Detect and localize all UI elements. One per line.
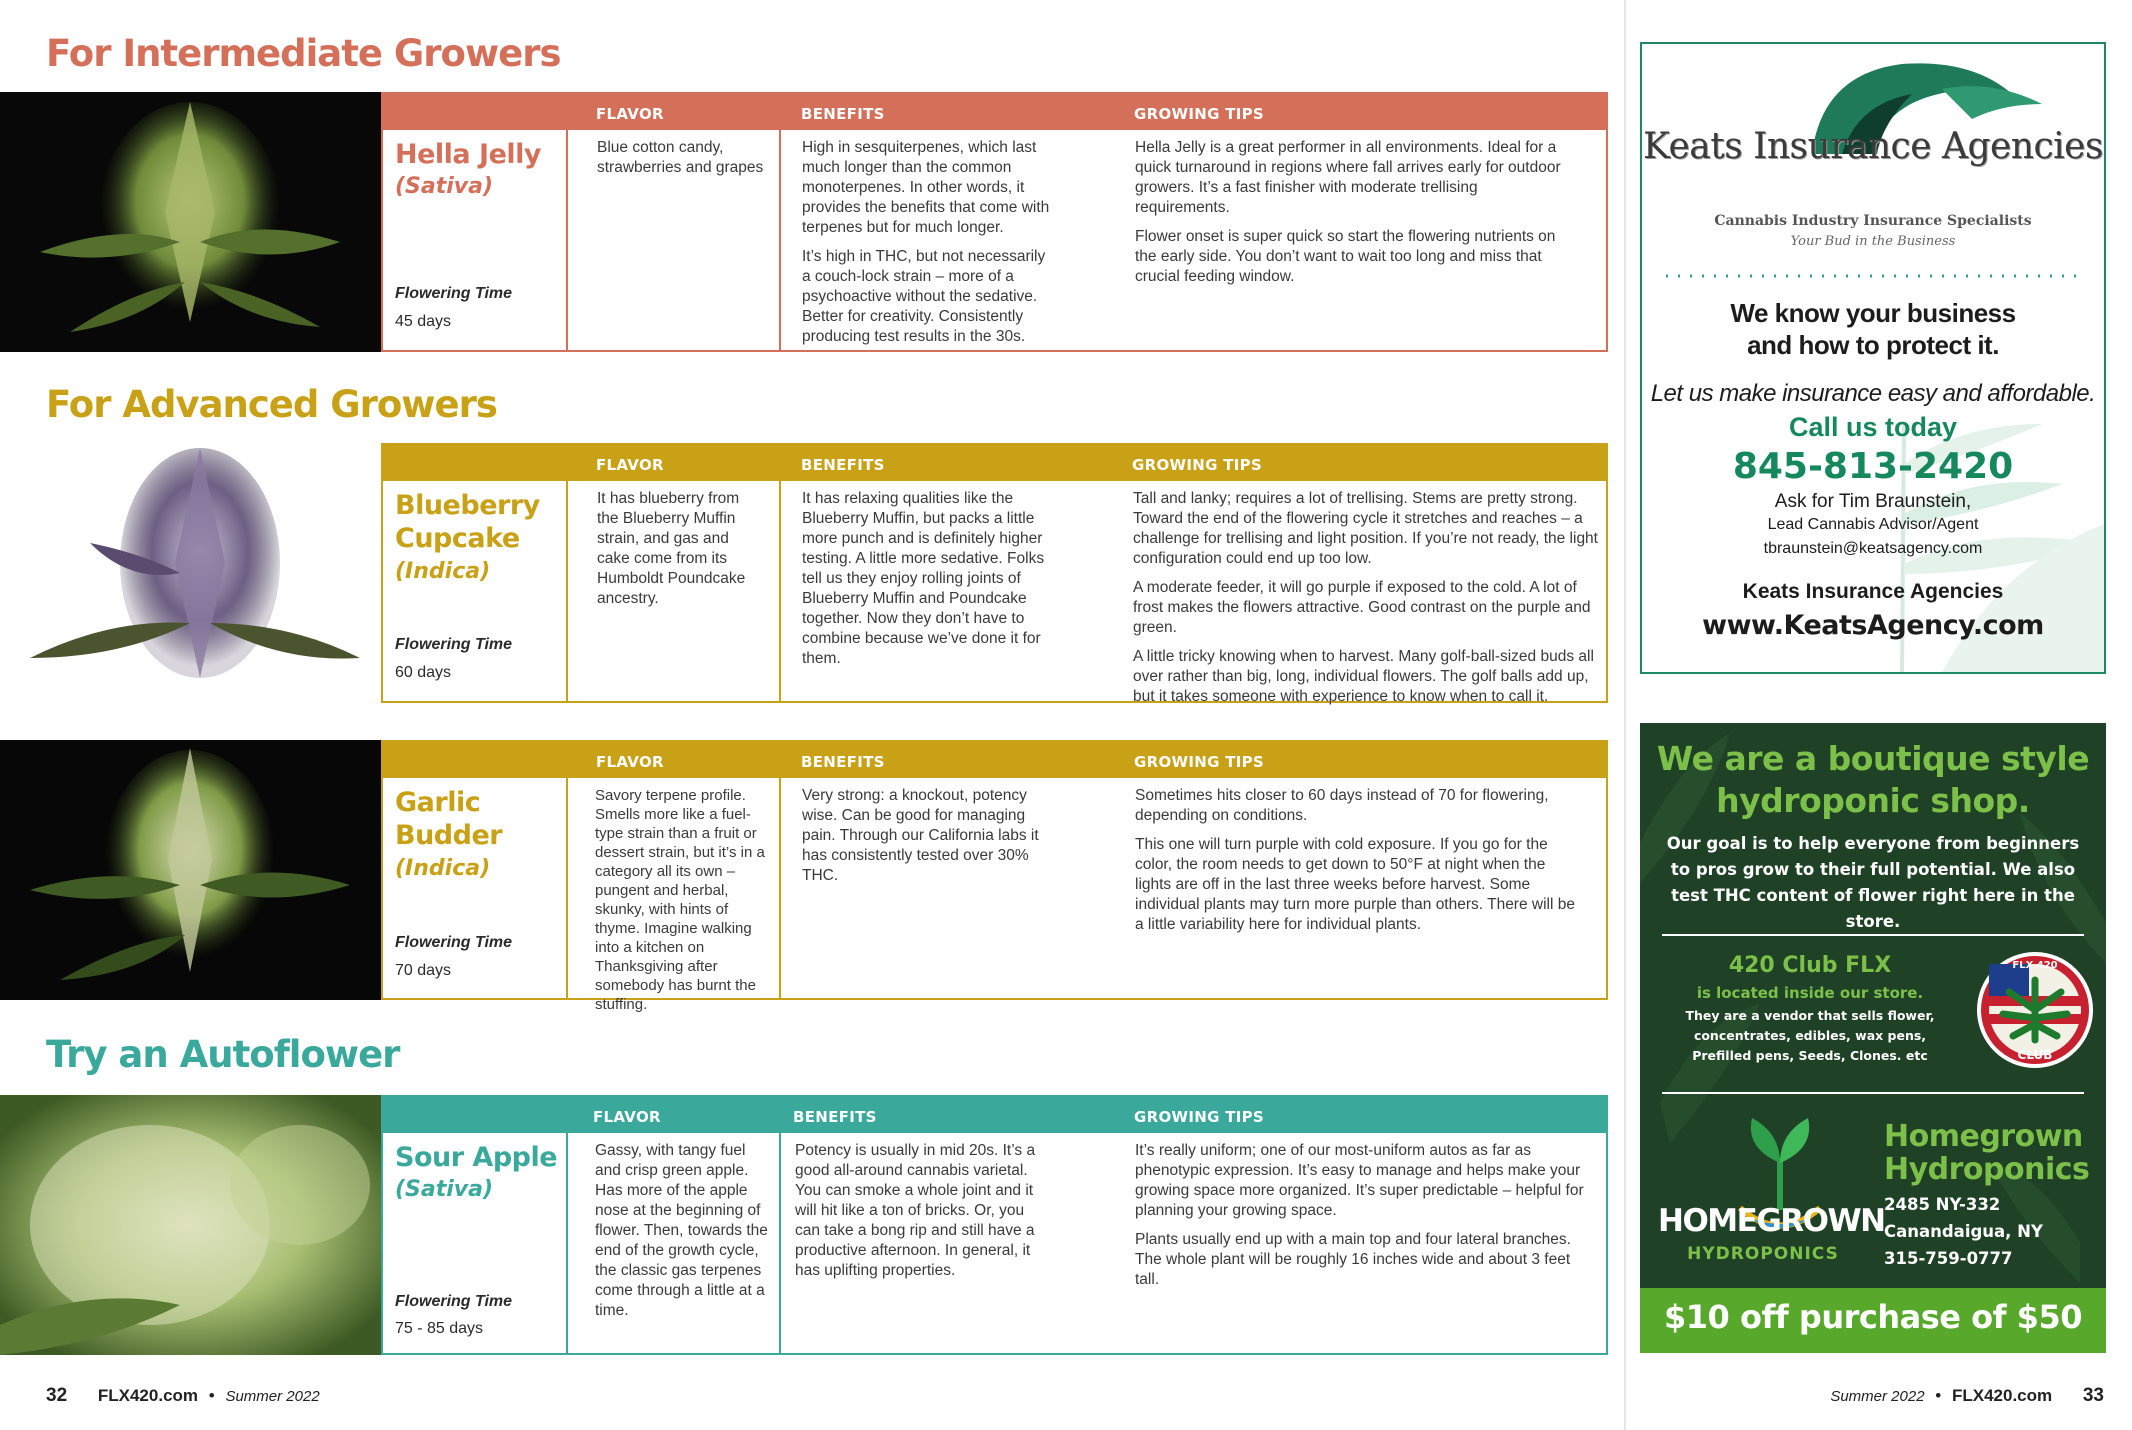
page-number-left: 32 [46, 1385, 68, 1406]
keats-email[interactable]: tbraunstein@keatsagency.com [1763, 540, 1983, 557]
column-header-flavor: FLAVOR [593, 1108, 661, 1126]
column-header-growing-tips: GROWING TIPS [1134, 1108, 1265, 1126]
growing-tips-text: Tall and lanky; requires a lot of trellising. Stems are pretty strong. Toward the end of the flowering cycle it stretches and reaches – a challenge for trellising and light position. If you’re not ready, the light configuration could end up too low. [1133, 490, 1598, 567]
growing-tips-text: Hella Jelly is a great performer in all environments. Ideal for a quick turnaround in regions where fall arrives early for outdoor growers. It’s a fast finisher with moderate trellising requirements. [1135, 139, 1561, 216]
store-address-1: 2485 NY-332 [1884, 1195, 2001, 1214]
column-header-flavor: FLAVOR [596, 105, 664, 123]
column-header-benefits: BENEFITS [801, 753, 885, 771]
growing-tips-text: Plants usually end up with a main top and four lateral branches. The whole plant will be roughly 16 inches wide and about 3 feet tall. [1135, 1231, 1571, 1288]
keats-slogan: Your Bud in the Business [1790, 234, 1956, 249]
homegrown-headline-1: We are a boutique style [1656, 739, 2090, 778]
footer-separator: • [208, 1386, 215, 1405]
growing-tips-cell [1133, 489, 1603, 716]
table-header [381, 92, 1608, 130]
store-name-1: Homegrown [1884, 1119, 2083, 1154]
strain-name: Hella Jelly [395, 139, 542, 170]
flavor-cell [595, 786, 777, 1023]
column-header-growing-tips: GROWING TIPS [1134, 753, 1265, 771]
keats-contact-title: Lead Cannabis Advisor/Agent [1767, 516, 1979, 533]
growing-tips-text: Flower onset is super quick so start the flowering nutrients on the early side. You don’t want to wait too long and miss that crucial feeding window. [1135, 228, 1556, 285]
footer-site-right: FLX420.com [1951, 1386, 2053, 1405]
growing-tips-text: A little tricky knowing when to harvest. Many golf-ball-sized buds all over rather than big, long, individual flowers. The golf balls add up, but it takes someone with experience to know when to call it. [1133, 648, 1594, 705]
benefits-text: High in sesquiterpenes, which last much longer than the common monoterpenes. In other words, it provides the benefits that come with terpenes but for much longer. [802, 139, 1050, 236]
heading-advanced: For Advanced Growers [46, 383, 497, 426]
growing-tips-text: A moderate feeder, it will go purple if exposed to the cold. A lot of frost makes the flowers attractive. Good contrast on the purple and green. [1133, 579, 1591, 636]
homegrown-logo-sub: HYDROPONICS [1687, 1244, 1839, 1264]
table-body [381, 1133, 1608, 1355]
strain-type: (Sativa) [395, 174, 494, 199]
benefits-text: Very strong: a knockout, potency wise. Can be good for managing pain. Through our California labs it has consistently tested over 30% THC. [802, 787, 1039, 884]
table-header [381, 443, 1608, 481]
benefits-cell [802, 138, 1052, 356]
flavor-text: Savory terpene profile. Smells more like a fuel-type strain than a fruit or dessert strain, but it’s in a category all its own – pungent and herbal, skunky, with hints of thyme. Imagine walking into a kitchen on Thanksgiving after somebody has burnt the stuffing. [595, 787, 765, 1013]
footer-site-left: FLX420.com [97, 1386, 199, 1405]
keats-tagline: Cannabis Industry Insurance Specialists [1714, 213, 2032, 229]
strain-type: (Indica) [395, 559, 491, 584]
table-body [381, 481, 1608, 703]
footer-left [46, 1385, 320, 1407]
benefits-text: It has relaxing qualities like the Blueberry Muffin, but packs a little more punch and is definitely higher testing. A little more sedative. Folks tell us they enjoy rolling joints of Blueberry Muffin and Poundcake together. Now they don’t have to combine because we’ve done it for them. [802, 490, 1045, 667]
growing-tips-cell [1135, 786, 1585, 944]
homegrown-body: Our goal is to help everyone from beginners to pros grow to their full potential. We also test THC content of flower right here in the store. [1666, 834, 2080, 931]
flowering-time-value: 75 - 85 days [395, 1320, 484, 1337]
store-phone[interactable]: 315-759-0777 [1884, 1249, 2013, 1268]
benefits-cell [802, 489, 1057, 678]
strain-type: (Sativa) [395, 1177, 494, 1202]
benefits-cell [802, 786, 1047, 895]
table-body [381, 130, 1608, 352]
homegrown-offer: $10 off purchase of $50 [1664, 1298, 2082, 1336]
strain-name: Garlic Budder [395, 787, 503, 851]
heading-intermediate: For Intermediate Growers [46, 32, 561, 75]
keats-pitch: Let us make insurance easy and affordable. [1650, 380, 2096, 407]
club-subtitle: is located inside our store. [1696, 984, 1924, 1002]
strain-table-blueberry-cupcake [381, 443, 1608, 703]
column-header-benefits: BENEFITS [801, 105, 885, 123]
table-header [381, 1095, 1608, 1133]
flowering-time-label: Flowering Time [395, 636, 513, 653]
benefits-text: It’s high in THC, but not necessarily a couch-lock strain – more of a psychoactive without the sedative. Better for creativity. Consistently producing test results in the 30s. [802, 248, 1046, 345]
keats-phone[interactable]: 845-813-2420 [1732, 446, 2014, 487]
club-description: They are a vendor that sells flower, concentrates, edibles, wax pens, Prefilled pens, Seeds, Clones. etc [1685, 1008, 1935, 1063]
keats-cta: Call us today [1788, 412, 1958, 442]
homegrown-logo-word: HOMEGROWN [1658, 1203, 1885, 1239]
column-header-flavor: FLAVOR [596, 753, 664, 771]
strain-type: (Indica) [395, 856, 491, 881]
flowering-time-label: Flowering Time [395, 934, 513, 951]
badge-bottom-text: CLUB [2017, 1048, 2053, 1062]
growing-tips-text: It’s really uniform; one of our most-uniform autos as far as phenotypic expression. It’s easy to manage and helps make your growing space more organized. It’s super predictable – helpful for planning your growing space. [1135, 1142, 1584, 1219]
flavor-cell [595, 1141, 775, 1330]
strain-table-garlic-budder [381, 740, 1608, 1013]
footer-issue-right: Summer 2022 [1830, 1388, 1925, 1405]
strain-table-sour-apple [381, 1095, 1608, 1355]
store-name-2: Hydroponics [1884, 1152, 2090, 1187]
club-title: 420 Club FLX [1728, 953, 1892, 978]
strain-table-hella-jelly [381, 92, 1608, 352]
flowering-time-value: 45 days [395, 313, 452, 330]
strain-photo-blueberry-cupcake [0, 443, 381, 703]
column-header-growing-tips: GROWING TIPS [1134, 105, 1265, 123]
flavor-text: It has blueberry from the Blueberry Muffin strain, and gas and cake come from its Humboldt Poundcake ancestry. [597, 490, 746, 607]
strain-photo-hella-jelly [0, 92, 381, 352]
footer-issue-left: Summer 2022 [225, 1388, 320, 1405]
strain-photo-sour-apple [0, 1095, 381, 1355]
flavor-text: Blue cotton candy, strawberries and grapes [597, 139, 764, 176]
benefits-text: Potency is usually in mid 20s. It’s a good all-around cannabis varietal. You can smoke a whole joint and it will hit like a ton of bricks. Or, you can take a bong rip and still have a productive afternoon. In general, it has uplifting properties. [795, 1142, 1036, 1279]
growing-tips-text: This one will turn purple with cold exposure. If you go for the color, the room needs to get down to 50°F at night when the lights are off in the last three weeks before harvest. Some individual plants may turn more purple than others. There will be a little variability here for individual plants. [1135, 836, 1575, 933]
keats-contact-ask: Ask for Tim Braunstein, [1774, 491, 1972, 512]
keats-insurance-ad[interactable] [1640, 42, 2106, 674]
growing-tips-text: Sometimes hits closer to 60 days instead of 70 for flowering, depending on conditions. [1135, 787, 1549, 824]
benefits-cell [795, 1141, 1050, 1290]
flowering-time-label: Flowering Time [395, 285, 513, 302]
footer-right [1830, 1385, 2104, 1407]
strain-photo-garlic-budder [0, 740, 381, 1000]
flowering-time-value: 60 days [395, 664, 452, 681]
page-gutter [1624, 0, 1626, 1430]
column-header-flavor: FLAVOR [596, 456, 664, 474]
homegrown-headline-2: hydroponic shop. [1716, 781, 2030, 820]
column-header-benefits: BENEFITS [801, 456, 885, 474]
keats-website[interactable]: www.KeatsAgency.com [1702, 610, 2044, 641]
table-header [381, 740, 1608, 778]
strain-name: Blueberry Cupcake [395, 490, 540, 554]
growing-tips-cell [1135, 138, 1565, 296]
flowering-time-label: Flowering Time [395, 1293, 513, 1310]
flavor-text: Gassy, with tangy fuel and crisp green apple. Has more of the apple nose at the beginning of flower. Then, towards the end of the growth cycle, the classic gas terpenes come through a little at a time. [595, 1142, 768, 1319]
flowering-time-value: 70 days [395, 962, 452, 979]
column-header-benefits: BENEFITS [793, 1108, 877, 1126]
table-body [381, 778, 1608, 1013]
footer-separator: • [1935, 1386, 1942, 1405]
flavor-cell [597, 138, 772, 187]
heading-autoflower: Try an Autoflower [46, 1033, 400, 1076]
strain-name: Sour Apple [395, 1142, 558, 1173]
flavor-cell [597, 489, 757, 618]
keats-headline-1: We know your business [1730, 298, 2016, 328]
store-address-2: Canandaigua, NY [1884, 1222, 2043, 1241]
page-number-right: 33 [2082, 1385, 2104, 1406]
keats-company-name: Keats Insurance Agencies [1643, 126, 2103, 167]
badge-top-text: FLX 420 [2012, 960, 2058, 971]
keats-company-name-2: Keats Insurance Agencies [1742, 580, 2004, 603]
keats-headline-2: and how to protect it. [1747, 330, 1999, 360]
column-header-growing-tips: GROWING TIPS [1132, 456, 1263, 474]
homegrown-hydroponics-ad[interactable] [1640, 723, 2106, 1353]
growing-tips-cell [1135, 1141, 1585, 1299]
